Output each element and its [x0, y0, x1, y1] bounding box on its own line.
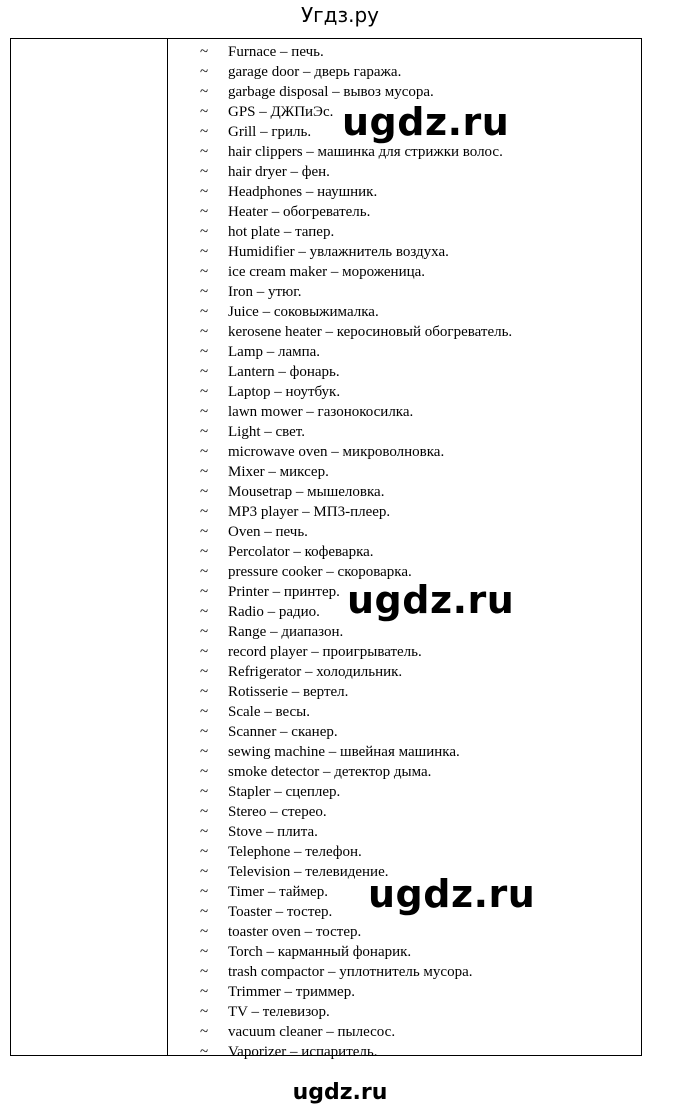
list-item: [200, 382, 512, 402]
list-item: [200, 142, 512, 162]
list-item: [200, 922, 512, 942]
site-title: Угдз.ру: [300, 3, 380, 27]
tilde-bullet: ~: [200, 384, 209, 400]
list-item-text: Telephone – телефон.: [228, 844, 362, 860]
list-item-text: lawn mower – газонокосилка.: [228, 404, 414, 420]
list-item-text: Light – свет.: [228, 424, 305, 440]
tilde-bullet: ~: [200, 224, 209, 240]
vocabulary-table: [10, 38, 642, 1060]
list-item-text: hair clippers – машинка для стрижки волос.: [228, 144, 503, 160]
tilde-bullet: ~: [200, 264, 209, 280]
list-item-text: Headphones – наушник.: [228, 184, 378, 200]
list-item: [200, 442, 512, 462]
list-item: [200, 962, 512, 982]
tilde-bullet: ~: [200, 824, 209, 840]
tilde-bullet: ~: [200, 804, 209, 820]
list-item-text: Stapler – сцеплер.: [228, 784, 341, 800]
list-item-text: Mousetrap – мышеловка.: [228, 484, 385, 500]
tilde-bullet: ~: [200, 164, 209, 180]
list-item-text: Printer – принтер.: [228, 584, 340, 600]
tilde-bullet: ~: [200, 344, 209, 360]
watermark: ugdz.ru: [342, 100, 510, 144]
tilde-bullet: ~: [200, 244, 209, 260]
list-item: [200, 742, 512, 762]
tilde-bullet: ~: [200, 304, 209, 320]
tilde-bullet: ~: [200, 444, 209, 460]
list-item-text: smoke detector – детектор дыма.: [228, 764, 432, 780]
tilde-bullet: ~: [200, 1004, 209, 1020]
tilde-bullet: ~: [200, 704, 209, 720]
list-item-text: garbage disposal – вывоз мусора.: [228, 84, 434, 100]
list-item-text: Torch – карманный фонарик.: [228, 944, 412, 960]
list-item-text: record player – проигрыватель.: [228, 644, 422, 660]
list-item-text: Mixer – миксер.: [228, 464, 329, 480]
tilde-bullet: ~: [200, 644, 209, 660]
column-divider: [167, 39, 168, 1055]
footer-site-text: ugdz.ru: [292, 1080, 388, 1105]
tilde-bullet: ~: [200, 784, 209, 800]
list-item: [200, 702, 512, 722]
tilde-bullet: ~: [200, 884, 209, 900]
list-item: [200, 62, 512, 82]
tilde-bullet: ~: [200, 84, 209, 100]
list-item: [200, 242, 512, 262]
tilde-bullet: ~: [200, 364, 209, 380]
list-item-text: microwave oven – микроволновка.: [228, 444, 445, 460]
tilde-bullet: ~: [200, 984, 209, 1000]
list-item: [200, 202, 512, 222]
list-item-text: Lantern – фонарь.: [228, 364, 340, 380]
tilde-bullet: ~: [200, 744, 209, 760]
tilde-bullet: ~: [200, 624, 209, 640]
tilde-bullet: ~: [200, 944, 209, 960]
list-item-text: Stereo – стерео.: [228, 804, 327, 820]
list-item: [200, 762, 512, 782]
tilde-bullet: ~: [200, 204, 209, 220]
tilde-bullet: ~: [200, 124, 209, 140]
watermark: ugdz.ru: [368, 872, 536, 916]
list-item-text: Toaster – тостер.: [228, 904, 333, 920]
tilde-bullet: ~: [200, 504, 209, 520]
tilde-bullet: ~: [200, 424, 209, 440]
list-item: [200, 362, 512, 382]
list-item: [200, 982, 512, 1002]
list-item: [200, 662, 512, 682]
list-item-text: Vaporizer – испаритель.: [228, 1044, 378, 1060]
tilde-bullet: ~: [200, 324, 209, 340]
list-item-text: Grill – гриль.: [228, 124, 312, 140]
tilde-bullet: ~: [200, 564, 209, 580]
list-item: [200, 942, 512, 962]
list-item-text: hair dryer – фен.: [228, 164, 330, 180]
tilde-bullet: ~: [200, 584, 209, 600]
list-item-text: toaster oven – тостер.: [228, 924, 362, 940]
list-item: [200, 302, 512, 322]
list-item: [200, 842, 512, 862]
list-item: [200, 322, 512, 342]
list-item-text: Percolator – кофеварка.: [228, 544, 374, 560]
list-item-text: Range – диапазон.: [228, 624, 344, 640]
list-item-text: sewing machine – швейная машинка.: [228, 744, 460, 760]
tilde-bullet: ~: [200, 524, 209, 540]
list-item-text: Laptop – ноутбук.: [228, 384, 341, 400]
list-item-text: Oven – печь.: [228, 524, 308, 540]
list-item-text: pressure cooker – скороварка.: [228, 564, 412, 580]
tilde-bullet: ~: [200, 844, 209, 860]
list-item-text: Television – телевидение.: [228, 864, 389, 880]
list-item-text: MP3 player – МП3-плеер.: [228, 504, 391, 520]
list-item: [200, 82, 512, 102]
list-item: [200, 342, 512, 362]
list-item: [200, 42, 512, 62]
tilde-bullet: ~: [200, 724, 209, 740]
list-item: [200, 502, 512, 522]
list-item-text: trash compactor – уплотнитель мусора.: [228, 964, 473, 980]
list-item-text: TV – телевизор.: [228, 1004, 330, 1020]
list-item-text: Iron – утюг.: [228, 284, 302, 300]
list-item: [200, 542, 512, 562]
list-item: [200, 822, 512, 842]
list-item: [200, 1002, 512, 1022]
list-item-text: Refrigerator – холодильник.: [228, 664, 403, 680]
list-item: [200, 182, 512, 202]
list-item-text: Stove – плита.: [228, 824, 318, 840]
list-item: [200, 262, 512, 282]
list-item-text: Trimmer – триммер.: [228, 984, 355, 1000]
list-item-text: Timer – таймер.: [228, 884, 328, 900]
list-item: [200, 162, 512, 182]
list-item-text: Scale – весы.: [228, 704, 310, 720]
list-item: [200, 282, 512, 302]
tilde-bullet: ~: [200, 964, 209, 980]
list-item: [200, 622, 512, 642]
list-item: [200, 1042, 512, 1062]
list-item-text: Rotisserie – вертел.: [228, 684, 349, 700]
list-item: [200, 642, 512, 662]
tilde-bullet: ~: [200, 604, 209, 620]
list-item: [200, 682, 512, 702]
list-item-text: hot plate – тапер.: [228, 224, 335, 240]
list-item: [200, 462, 512, 482]
tilde-bullet: ~: [200, 104, 209, 120]
watermark: ugdz.ru: [347, 578, 515, 622]
list-item-text: Scanner – сканер.: [228, 724, 338, 740]
tilde-bullet: ~: [200, 284, 209, 300]
tilde-bullet: ~: [200, 184, 209, 200]
tilde-bullet: ~: [200, 924, 209, 940]
tilde-bullet: ~: [200, 64, 209, 80]
list-item: [200, 482, 512, 502]
list-item-text: Furnace – печь.: [228, 44, 324, 60]
list-item: [200, 222, 512, 242]
list-item-text: garage door – дверь гаража.: [228, 64, 402, 80]
list-item: [200, 802, 512, 822]
tilde-bullet: ~: [200, 544, 209, 560]
list-item-text: Lamp – лампа.: [228, 344, 321, 360]
list-item-text: kerosene heater – керосиновый обогреватель.: [228, 324, 513, 340]
list-item-text: Radio – радио.: [228, 604, 320, 620]
tilde-bullet: ~: [200, 664, 209, 680]
tilde-bullet: ~: [200, 684, 209, 700]
list-item: [200, 422, 512, 442]
tilde-bullet: ~: [200, 404, 209, 420]
tilde-bullet: ~: [200, 864, 209, 880]
tilde-bullet: ~: [200, 1024, 209, 1040]
list-item: [200, 1022, 512, 1042]
list-item: [200, 782, 512, 802]
list-item: [200, 722, 512, 742]
tilde-bullet: ~: [200, 144, 209, 160]
list-item-text: vacuum cleaner – пылесос.: [228, 1024, 396, 1040]
tilde-bullet: ~: [200, 904, 209, 920]
tilde-bullet: ~: [200, 484, 209, 500]
list-item: [200, 522, 512, 542]
tilde-bullet: ~: [200, 464, 209, 480]
list-item: [200, 402, 512, 422]
list-item-text: Heater – обогреватель.: [228, 204, 371, 220]
tilde-bullet: ~: [200, 44, 209, 60]
list-item-text: Humidifier – увлажнитель воздуха.: [228, 244, 449, 260]
list-item-text: ice cream maker – мороженица.: [228, 264, 426, 280]
list-item-text: GPS – ДЖПиЭс.: [228, 104, 334, 120]
tilde-bullet: ~: [200, 764, 209, 780]
tilde-bullet: ~: [200, 1044, 209, 1060]
list-item-text: Juice – соковыжималка.: [228, 304, 379, 320]
